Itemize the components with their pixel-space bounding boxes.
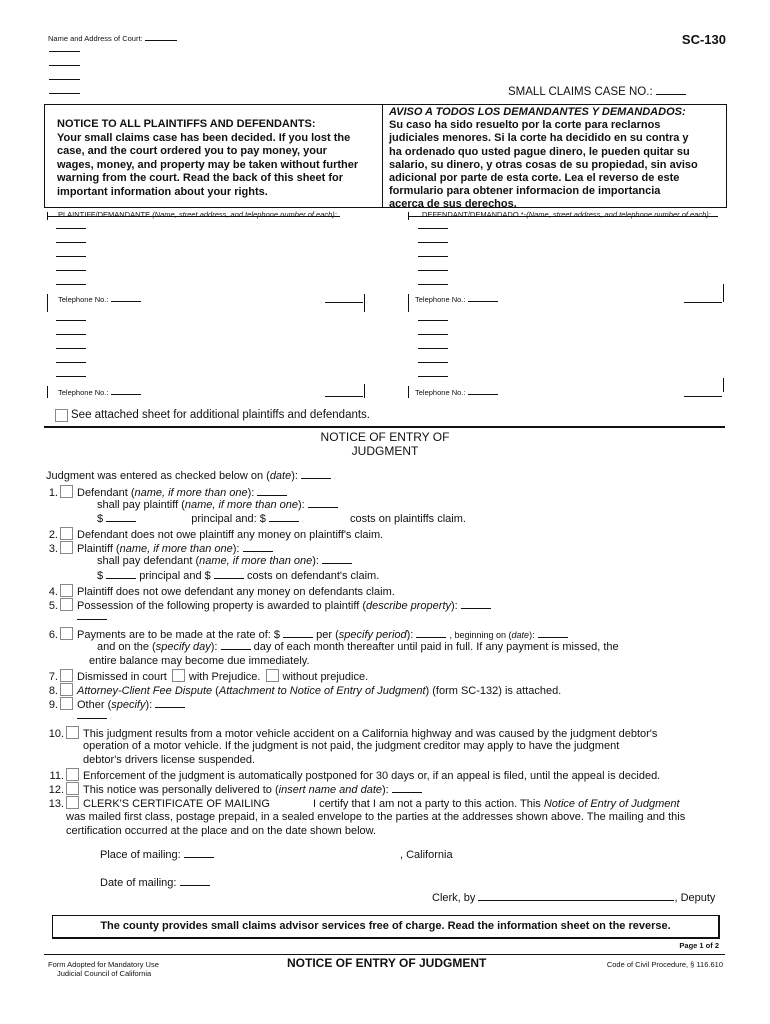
- item-3: 3. Plaintiff (name, if more than one):: [46, 541, 273, 555]
- item-3-pay-defendant: shall pay defendant (name, if more than one):: [97, 555, 352, 567]
- item-10-line2: operation of a motor vehicle. If the judgment is not paid, the judgment creditor may apply to have the judgment: [83, 740, 620, 752]
- bracket: [408, 294, 409, 312]
- defendant-line[interactable]: [418, 270, 448, 271]
- without-prejudice-checkbox[interactable]: [266, 669, 279, 682]
- defendant-line[interactable]: [418, 256, 448, 257]
- item-5-checkbox[interactable]: [60, 598, 73, 611]
- bracket: [364, 294, 365, 312]
- item-10-line3: debtor's drivers license suspended.: [83, 754, 256, 766]
- item-6-line3: entire balance may become due immediately.: [89, 655, 310, 667]
- footer-left: Form Adopted for Mandatory Use Judicial Council of California: [48, 960, 159, 978]
- item-9-checkbox[interactable]: [60, 697, 73, 710]
- defendant-telephone-2: Telephone No.:: [415, 388, 498, 397]
- form-id: SC-130: [681, 32, 726, 47]
- with-prejudice-checkbox[interactable]: [172, 669, 185, 682]
- item-3-amounts: $ principal and $ costs on defendant's claim.: [97, 570, 380, 582]
- plaintiff-line[interactable]: [56, 334, 86, 335]
- bracket: [47, 386, 48, 398]
- notice-spanish: AVISO A TODOS LOS DEMANDANTES Y DEMANDADOS: Su caso ha sido resuelto por la corte para reclarnos judiciales menores. Si la corte ha decidido en su contra y ha ordenado quo usted pague dinero, le pueden quitar su salario, su dinero, y otras cosas de su propiedad, sin aviso adicional por parte de esta corte. Lea el reverso de este formulario para obtener informacion de importancia acerca de sus derechos.: [389, 106, 698, 211]
- plaintiff-line[interactable]: [56, 320, 86, 321]
- item-7-checkbox[interactable]: [60, 669, 73, 682]
- advisor-notice: The county provides small claims advisor services free of charge. Read the information sheet on the reverse.: [100, 920, 671, 932]
- case-number-field[interactable]: [656, 94, 686, 95]
- defendant-phone-line[interactable]: [684, 302, 722, 303]
- item-13: 13. CLERK'S CERTIFICATE OF MAILING I certify that I am not a party to this action. This Notice of Entry of Judgment: [48, 798, 680, 810]
- plaintiff-top-rule: [47, 216, 340, 217]
- plaintiff-line[interactable]: [56, 242, 86, 243]
- plaintiff-telephone-2: Telephone No.:: [58, 388, 141, 397]
- court-line[interactable]: [49, 65, 80, 66]
- bracket: [408, 386, 409, 398]
- item-4-checkbox[interactable]: [60, 584, 73, 597]
- notice-english: NOTICE TO ALL PLAINTIFFS AND DEFENDANTS: Your small claims case has been decided. If you lost the case, and the court ordered you to pay money, your wages, money, and property may be taken without further warning from the court. Read the back of this sheet for important information about your rights.: [57, 118, 359, 198]
- clerk-signature-line[interactable]: [478, 900, 674, 901]
- court-line[interactable]: [49, 93, 80, 94]
- item-5: 5. Possession of the following property is awarded to plaintiff (describe property):: [46, 598, 491, 612]
- bracket: [723, 284, 724, 302]
- item-4: 4. Plaintiff does not owe defendant any money on defendants claim.: [48, 586, 395, 598]
- defendant-line[interactable]: [418, 376, 448, 377]
- item-2: 2. Defendant does not owe plaintiff any money on plaintiff's claim.: [48, 529, 384, 541]
- item-8: 8. Attorney-Client Fee Dispute (Attachment to Notice of Entry of Judgment) (form SC-132) is attached.: [48, 685, 562, 697]
- item-13-checkbox[interactable]: [66, 796, 79, 809]
- item-10: 10. This judgment results from a motor vehicle accident on a California highway and was caused by the judgment debtor's: [48, 728, 658, 740]
- plaintiff-label: PLAINTIFF/DEMANDANTE (Name, street address, and telephone number of each):: [58, 210, 337, 219]
- court-name-label: Name and Address of Court:: [48, 34, 177, 43]
- plaintiff-line[interactable]: [56, 284, 86, 285]
- clerk-signature: Clerk, by , Deputy: [432, 892, 716, 904]
- item-5-line[interactable]: [77, 619, 107, 620]
- notice-divider: [382, 104, 383, 207]
- footer-title: NOTICE OF ENTRY OF JUDGMENT: [287, 956, 487, 970]
- defendant-line[interactable]: [418, 242, 448, 243]
- plaintiff-line[interactable]: [56, 256, 86, 257]
- page-title: NOTICE OF ENTRY OF JUDGMENT: [320, 430, 450, 458]
- item-1-checkbox[interactable]: [60, 485, 73, 498]
- place-of-mailing: Place of mailing:: [100, 849, 214, 861]
- item-13-line3: certification occurred at the place and on the date shown below.: [66, 825, 377, 837]
- item-13-line2: was mailed first class, postage prepaid, in a sealed envelope to the parties at the addresses shown above. The mailing and this: [66, 811, 686, 823]
- item-6: 6. Payments are to be made at the rate of: $ per (specify period): , beginning on (date):: [46, 627, 568, 641]
- item-1-amounts: $ principal and: $ costs on plaintiffs claim.: [97, 513, 466, 525]
- item-6-line2: and on the (specify day): day of each month thereafter until paid in full. If any payment is missed, the: [97, 641, 619, 653]
- item-10-checkbox[interactable]: [66, 726, 79, 739]
- footer-right: Code of Civil Procedure, § 116.610: [606, 960, 723, 969]
- plaintiff-phone-line[interactable]: [325, 396, 363, 397]
- item-12-checkbox[interactable]: [66, 782, 79, 795]
- item-11: 11. Enforcement of the judgment is automatically postponed for 30 days or, if an appeal is filed, until the appeal is decided.: [49, 770, 661, 782]
- defendant-line[interactable]: [418, 284, 448, 285]
- judgment-intro: Judgment was entered as checked below on (date):: [46, 470, 331, 482]
- bracket: [47, 294, 48, 312]
- plaintiff-line[interactable]: [56, 348, 86, 349]
- defendant-telephone: Telephone No.:: [415, 295, 498, 304]
- section-divider: [44, 426, 725, 428]
- page-number: Page 1 of 2: [679, 941, 719, 950]
- plaintiff-phone-line[interactable]: [325, 302, 363, 303]
- item-1-pay-plaintiff: shall pay plaintiff (name, if more than one):: [97, 499, 338, 511]
- bracket: [47, 212, 48, 220]
- defendant-top-rule: [408, 216, 718, 217]
- item-9-line[interactable]: [77, 718, 107, 719]
- case-number: SMALL CLAIMS CASE NO.:: [508, 86, 686, 98]
- item-1: 1. Defendant (name, if more than one):: [46, 485, 287, 499]
- date-of-mailing: Date of mailing:: [100, 877, 210, 889]
- defendant-line[interactable]: [418, 228, 448, 229]
- item-11-checkbox[interactable]: [66, 768, 79, 781]
- california-label: , California: [400, 849, 453, 861]
- defendant-label: DEFENDANT/DEMANDADO *-(Name, street address, and telephone number of each):: [422, 210, 711, 219]
- attached-sheet-checkbox[interactable]: [55, 409, 68, 422]
- attached-sheet-label: See attached sheet for additional plaintiffs and defendants.: [71, 409, 371, 421]
- item-9: 9. Other (specify):: [46, 697, 185, 711]
- defendant-line[interactable]: [418, 320, 448, 321]
- item-6-checkbox[interactable]: [60, 627, 73, 640]
- plaintiff-line[interactable]: [56, 376, 86, 377]
- defendant-line[interactable]: [418, 362, 448, 363]
- bracket: [364, 384, 365, 398]
- bracket: [408, 212, 409, 220]
- plaintiff-line[interactable]: [56, 362, 86, 363]
- defendant-line[interactable]: [418, 348, 448, 349]
- court-line[interactable]: [49, 51, 80, 52]
- item-7: 7. Dismissed in court with Prejudice. without prejudice.: [48, 671, 369, 683]
- item-8-checkbox[interactable]: [60, 683, 73, 696]
- plaintiff-line[interactable]: [56, 270, 86, 271]
- defendant-phone-line[interactable]: [684, 396, 722, 397]
- item-12: 12. This notice was personally delivered to (insert name and date):: [46, 782, 422, 796]
- plaintiff-telephone: Telephone No.:: [58, 295, 141, 304]
- footer-rule: [44, 954, 725, 955]
- item-2-checkbox[interactable]: [60, 527, 73, 540]
- item-3-checkbox[interactable]: [60, 541, 73, 554]
- plaintiff-line[interactable]: [56, 228, 86, 229]
- bracket: [723, 378, 724, 392]
- court-line[interactable]: [49, 79, 80, 80]
- defendant-line[interactable]: [418, 334, 448, 335]
